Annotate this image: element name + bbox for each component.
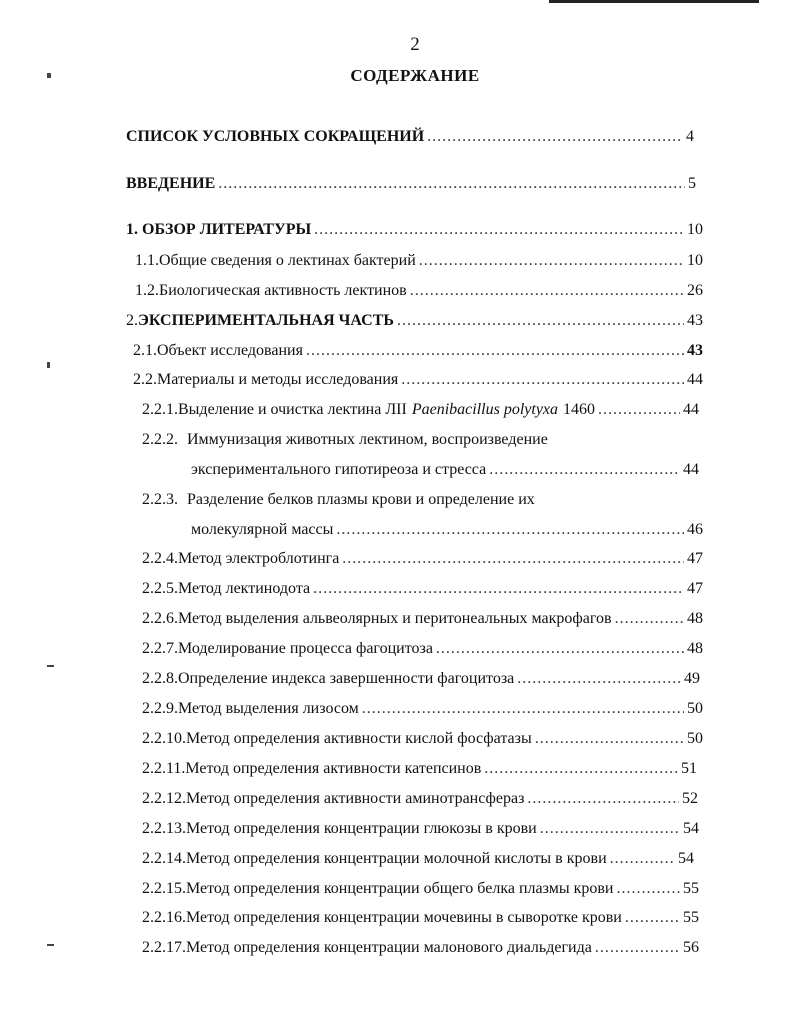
toc-page-number: 44 bbox=[683, 401, 699, 418]
toc-page-number: 55 bbox=[683, 909, 699, 926]
toc-entry-title: ВВЕДЕНИЕ bbox=[126, 175, 216, 192]
page-number: 2 bbox=[410, 34, 420, 55]
toc-section-number: 2.2.5. bbox=[142, 580, 178, 597]
toc-leader-dots bbox=[306, 341, 684, 361]
toc-page-number: 55 bbox=[683, 880, 699, 897]
toc-entry-2-2-13[interactable] bbox=[142, 819, 699, 839]
toc-page-number: 48 bbox=[687, 610, 703, 627]
toc-entry-2-2-3-line1[interactable] bbox=[142, 490, 535, 510]
toc-entry-2-2-7[interactable] bbox=[142, 639, 703, 659]
toc-page-number: 48 bbox=[687, 640, 703, 657]
toc-entry-2-2-3-line2[interactable] bbox=[191, 520, 703, 540]
toc-entry-title: Иммунизация животных лектином, воспроизведение bbox=[187, 431, 548, 448]
toc-leader-dots bbox=[610, 849, 675, 869]
toc-entry-title: СПИСОК УСЛОВНЫХ СОКРАЩЕНИЙ bbox=[126, 128, 425, 145]
scan-edge-line bbox=[549, 0, 759, 3]
toc-entry-2-2-2-line2[interactable] bbox=[191, 460, 699, 480]
toc-entry-title: Метод электроблотинга bbox=[178, 550, 340, 567]
toc-entry-2-2-15[interactable] bbox=[142, 879, 699, 899]
toc-entry-2-2-5[interactable] bbox=[142, 579, 703, 599]
toc-page-number: 5 bbox=[688, 175, 696, 192]
toc-page-number: 54 bbox=[683, 820, 699, 837]
toc-section-number: 1.2. bbox=[135, 282, 159, 299]
toc-section-number: 2.2.16. bbox=[142, 909, 186, 926]
toc-entry-introduction[interactable] bbox=[126, 174, 696, 194]
toc-leader-dots bbox=[218, 174, 685, 194]
toc-page-number: 47 bbox=[687, 580, 703, 597]
toc-page-number: 56 bbox=[683, 939, 699, 956]
toc-leader-dots bbox=[401, 370, 684, 390]
toc-entry-title: Метод определения активности катепсинов bbox=[185, 760, 482, 777]
toc-page-number: 44 bbox=[687, 371, 703, 388]
toc-strain-number: 1460 bbox=[563, 401, 596, 418]
toc-leader-dots bbox=[616, 879, 680, 899]
toc-page-number: 43 bbox=[687, 342, 703, 359]
toc-entry-title: ЭКСПЕРИМЕНТАЛЬНАЯ ЧАСТЬ bbox=[138, 312, 394, 329]
toc-entry-title: Метод лектинодота bbox=[178, 580, 311, 597]
toc-entry-2-2-2-line1[interactable] bbox=[142, 430, 548, 450]
toc-entry-chapter-2[interactable] bbox=[126, 311, 703, 331]
toc-section-number: 2.2.15. bbox=[142, 880, 186, 897]
toc-entry-1-2[interactable] bbox=[135, 281, 703, 301]
toc-page-number: 10 bbox=[687, 221, 703, 238]
toc-entry-title: Общие сведения о лектинах бактерий bbox=[159, 252, 416, 269]
toc-section-number: 2.1. bbox=[133, 342, 157, 359]
toc-entry-title: Метод определения концентрации глюкозы в крови bbox=[186, 820, 537, 837]
toc-entry-2-2-14[interactable] bbox=[142, 849, 694, 869]
toc-entry-2-2-16[interactable] bbox=[142, 908, 699, 928]
toc-section-number: 2.2. bbox=[133, 371, 157, 388]
toc-section-number: 2.2.12. bbox=[142, 790, 186, 807]
toc-entry-2-2-8[interactable] bbox=[142, 669, 700, 689]
toc-section-number: 2.2.10. bbox=[142, 730, 186, 747]
toc-leader-dots bbox=[535, 729, 684, 749]
toc-section-number: 2. bbox=[126, 312, 138, 329]
toc-section-number: 2.2.3. bbox=[142, 491, 178, 508]
toc-leader-dots bbox=[598, 400, 680, 420]
toc-species-name: Paenibacillus polytyxa bbox=[411, 401, 559, 418]
toc-entry-title: Метод определения концентрации малонового диальдегида bbox=[186, 939, 592, 956]
toc-entry-2-2-1[interactable] bbox=[142, 400, 699, 420]
toc-leader-dots bbox=[489, 460, 680, 480]
toc-entry-title: 1. ОБЗОР ЛИТЕРАТУРЫ bbox=[126, 221, 312, 238]
toc-entry-title: Метод определения активности аминотрансфераз bbox=[186, 790, 525, 807]
scan-speck bbox=[47, 362, 50, 368]
toc-page-number: 54 bbox=[678, 850, 694, 867]
toc-entry-chapter-1[interactable] bbox=[126, 220, 703, 240]
toc-entry-2-2-17[interactable] bbox=[142, 938, 699, 958]
toc-entry-title: Выделение и очистка лектина ЛII bbox=[178, 401, 407, 418]
toc-leader-dots bbox=[342, 549, 684, 569]
toc-page-number: 51 bbox=[681, 760, 697, 777]
toc-leader-dots bbox=[527, 789, 679, 809]
toc-section-number: 2.2.1. bbox=[142, 401, 178, 418]
toc-leader-dots bbox=[362, 699, 684, 719]
toc-leader-dots bbox=[625, 908, 680, 928]
toc-leader-dots bbox=[397, 311, 684, 331]
page-title: СОДЕРЖАНИЕ bbox=[350, 66, 480, 85]
toc-entry-1-1[interactable] bbox=[135, 251, 703, 271]
toc-leader-dots bbox=[517, 669, 681, 689]
toc-entry-title: Метод выделения альвеолярных и перитонеальных макрофагов bbox=[178, 610, 612, 627]
toc-entry-title: Разделение белков плазмы крови и определение их bbox=[187, 491, 535, 508]
toc-entry-title: Объект исследования bbox=[157, 342, 303, 359]
toc-section-number: 2.2.4. bbox=[142, 550, 178, 567]
toc-page-number: 47 bbox=[687, 550, 703, 567]
toc-section-number: 2.2.13. bbox=[142, 820, 186, 837]
toc-section-number: 2.2.11. bbox=[142, 760, 186, 777]
toc-entry-title: Моделирование процесса фагоцитоза bbox=[178, 640, 433, 657]
toc-entry-2-2-9[interactable] bbox=[142, 699, 703, 719]
toc-page-number: 50 bbox=[687, 730, 703, 747]
toc-page-number: 50 bbox=[687, 700, 703, 717]
toc-page-number: 43 bbox=[687, 312, 703, 329]
toc-entry-2-2-4[interactable] bbox=[142, 549, 703, 569]
toc-entry-title: Определение индекса завершенности фагоцитоза bbox=[178, 670, 515, 687]
toc-entry-2-2-6[interactable] bbox=[142, 609, 703, 629]
scan-speck bbox=[47, 665, 54, 667]
toc-section-number: 1.1. bbox=[135, 252, 159, 269]
toc-page-number: 49 bbox=[684, 670, 700, 687]
toc-leader-dots bbox=[427, 127, 683, 147]
toc-entry-2-2-10[interactable] bbox=[142, 729, 703, 749]
toc-section-number: 2.2.8. bbox=[142, 670, 178, 687]
toc-leader-dots bbox=[410, 281, 684, 301]
toc-section-number: 2.2.9. bbox=[142, 700, 178, 717]
toc-entry-2-2-11[interactable] bbox=[142, 759, 697, 779]
toc-leader-dots bbox=[336, 520, 684, 540]
toc-entry-abbreviations[interactable] bbox=[126, 127, 694, 147]
toc-entry-2-2-12[interactable] bbox=[142, 789, 698, 809]
scan-speck bbox=[47, 944, 54, 946]
toc-entry-title: Биологическая активность лектинов bbox=[159, 282, 407, 299]
toc-entry-title: Метод определения концентрации общего белка плазмы крови bbox=[186, 880, 614, 897]
toc-leader-dots bbox=[313, 579, 684, 599]
toc-section-number: 2.2.14. bbox=[142, 850, 186, 867]
toc-leader-dots bbox=[615, 609, 684, 629]
toc-leader-dots bbox=[436, 639, 684, 659]
toc-entry-2-1[interactable] bbox=[133, 341, 703, 361]
toc-leader-dots bbox=[419, 251, 684, 271]
toc-section-number: 2.2.2. bbox=[142, 431, 178, 448]
toc-section-number: 2.2.6. bbox=[142, 610, 178, 627]
toc-entry-title: Материалы и методы исследования bbox=[157, 371, 399, 388]
toc-entry-title: Метод выделения лизосом bbox=[178, 700, 359, 717]
toc-entry-2-2[interactable] bbox=[133, 370, 703, 390]
toc-page-number: 26 bbox=[687, 282, 703, 299]
toc-leader-dots bbox=[595, 938, 680, 958]
toc-entry-title-continued: молекулярной массы bbox=[191, 521, 334, 538]
toc-entry-title: Метод определения концентрации мочевины в сыворотке крови bbox=[186, 909, 622, 926]
toc-entry-title: Метод определения активности кислой фосфатазы bbox=[186, 730, 532, 747]
toc-entry-title-continued: экспериментального гипотиреоза и стресса bbox=[191, 461, 487, 478]
toc-leader-dots bbox=[314, 220, 684, 240]
toc-leader-dots bbox=[484, 759, 678, 779]
toc-page-number: 10 bbox=[687, 252, 703, 269]
toc-section-number: 2.2.7. bbox=[142, 640, 178, 657]
toc-entry-title: Метод определения концентрации молочной кислоты в крови bbox=[186, 850, 607, 867]
toc-leader-dots bbox=[540, 819, 680, 839]
toc-page-number: 4 bbox=[686, 128, 694, 145]
toc-page-number: 46 bbox=[687, 521, 703, 538]
toc-page-number: 44 bbox=[683, 461, 699, 478]
toc-page-number: 52 bbox=[682, 790, 698, 807]
toc-section-number: 2.2.17. bbox=[142, 939, 186, 956]
